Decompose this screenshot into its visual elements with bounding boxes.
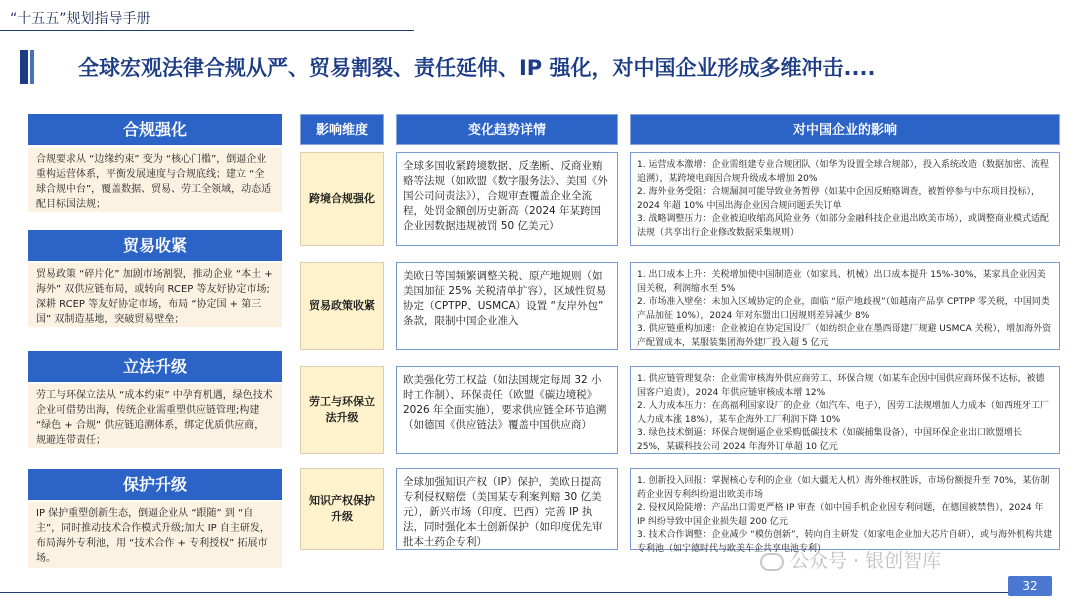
- impact-item: 3. 供应链重构加速：企业被迫在协定国设厂（如纺织企业在墨西哥建厂规避 USMCA 关税），增加海外资产配置成本，某服装集团海外建厂投入超 5 亿元: [637, 324, 1052, 348]
- header-trend: 变化趋势详情: [396, 114, 618, 145]
- left-card-body-legislation: 劳工与环保立法从 “成本约束” 中孕育机遇，绿色技术企业可借势出海，传统企业需重塑供应链管理;构建 “绿色 + 合规” 供应链追溯体系，绑定优质供应商，规避连带责任；: [28, 384, 282, 448]
- impact-cell-labor-env: [630, 366, 1060, 454]
- impact-cell-ip: [630, 468, 1060, 554]
- left-card-title-trade: 贸易收紧: [28, 230, 282, 261]
- dimension-label: 跨境合规强化: [309, 192, 375, 205]
- page-number: 32: [1008, 576, 1052, 596]
- impact-item: 1. 供应链管理复杂：企业需审核海外供应商劳工、环保合规（如某车企因中国供应商环保不达标，被德国客户追责），2024 年供应链审核成本增 12%: [637, 374, 1045, 398]
- dimension-label: 知识产权保护升级: [309, 494, 375, 523]
- trend-cell-ip: 全球加强知识产权（IP）保护，美欧日提高专利侵权赔偿（美国某专利案判赔 30 亿美元），新兴市场（印度、巴西）完善 IP 执法，同时强化本土创新保护（如印度优先审批本土药企专利）: [396, 468, 618, 550]
- dimension-cell-trade-policy: [300, 262, 384, 350]
- impact-item: 3. 技术合作调整：企业减少 “模仿创新”，转向自主研发（如家电企业加大芯片自研），或与海外机构共建专利池（如宁德时代与欧美车企共享电池专利）: [637, 530, 1053, 554]
- left-card-body-protection: IP 保护重塑创新生态，倒逼企业从 “跟随” 到 “自主”，同时推动技术合作模式升级;加大 IP 自主研发，布局海外专利池，用 “技术合作 + 专利授权” 拓展市场。: [28, 502, 282, 568]
- header-impact: 对中国企业的影响: [630, 114, 1060, 145]
- impact-cell-trade-policy: [630, 262, 1060, 350]
- impact-item: 2. 海外业务受阻：合规漏洞可能导致业务暂停（如某中企因反贿赂调查，被暂停参与中东项目投标），2024 年超 10% 中国出海企业因合规问题丢失订单: [637, 187, 1040, 211]
- left-card-title-compliance: 合规强化: [28, 114, 282, 145]
- impact-item: 1. 运营成本激增：企业需组建专业合规团队（如华为设置全球合规部），投入系统改造（数据加密、流程追溯），某跨境电商因合规升级成本增加 20%: [637, 160, 1049, 184]
- impact-item: 1. 出口成本上升：关税增加使中国制造业（如家具、机械）出口成本提升 15%-30%，某家具企业因美国关税，利润缩水至 5%: [637, 270, 1046, 294]
- dimension-label: 贸易政策收紧: [309, 299, 375, 312]
- trend-cell-trade-policy: 美欧日等国频繁调整关税、原产地规则（如美国加征 25% 关税清单扩容），区域性贸易协定（CPTPP、USMCA）设置 “友岸外包” 条款，限制中国企业准入: [396, 262, 618, 350]
- left-card-body-compliance: 合规要求从 “边缘约束” 变为 “核心门槛”，倒逼企业重构运营体系，平衡发展速度与合规底线；建立 “全球合规中台”，覆盖数据、贸易、劳工全领域，动态适配目标国法规；: [28, 148, 282, 212]
- document-title: “十五五”规划指导手册: [10, 11, 151, 27]
- dimension-cell-cross-border: [300, 152, 384, 246]
- impact-item: 2. 人力成本压力：在高福利国家设厂的企业（如汽车、电子），因劳工法规增加人力成本（如西班牙工厂人力成本涨 18%），某车企海外工厂利润下降 10%: [637, 401, 1049, 425]
- dimension-cell-labor-env: [300, 366, 384, 454]
- left-card-title-protection: 保护升级: [28, 469, 282, 500]
- watermark: [760, 546, 941, 573]
- bottom-divider: [0, 592, 1008, 593]
- impact-cell-cross-border: [630, 152, 1060, 246]
- impact-item: 3. 战略调整压力：企业被迫收缩高风险业务（如部分金融科技企业退出欧美市场），或调整商业模式适配法规（共享出行企业修改数据采集规则）: [637, 214, 1049, 238]
- dimension-label: 劳工与环保立法升级: [309, 395, 375, 424]
- impact-item: 3. 绿色技术倒逼：环保合规倒逼企业采购低碳技术（如碳捕集设备），中国环保企业出口欧盟增长 25%，某碳科技公司 2024 年海外订单超 10 亿元: [637, 428, 1022, 452]
- impact-item: 1. 创新投入回报：掌握核心专利的企业（如大疆无人机）海外维权胜诉，市场份额提升至 70%，某仿制药企业因专利纠纷退出欧美市场: [637, 476, 1050, 500]
- page-heading: 全球宏观法律合规从严、贸易割裂、责任延伸、IP 强化，对中国企业形成多维冲击....: [78, 56, 876, 80]
- impact-item: 2. 侵权风险陡增：产品出口需更严格 IP 审查（如中国手机企业因专利问题，在德国被禁售），2024 年 IP 纠纷导致中国企业损失超 200 亿元: [637, 503, 1044, 527]
- header-dimension: 影响维度: [300, 114, 384, 145]
- left-card-title-legislation: 立法升级: [28, 351, 282, 382]
- trend-cell-cross-border: 全球多国收紧跨境数据、反垄断、反商业贿赂等法规（如欧盟《数字服务法》、美国《外国公司问责法》），合规审查覆盖企业全流程，处罚金额创历史新高（2024 年某跨国企业因数据违规被罚 50 亿美元）: [396, 152, 618, 246]
- heading-accent-bar: [20, 50, 28, 84]
- dimension-cell-ip: [300, 468, 384, 550]
- top-divider: [0, 30, 414, 31]
- impact-item: 2. 市场准入壁垒：未加入区域协定的企业，面临 “原产地歧视”（如越南产品享 CPTPP 零关税，中国同类产品加征 10%），2024 年对东盟出口因规则差异减少 8%: [637, 297, 1050, 321]
- left-card-body-trade: 贸易政策 “碎片化” 加剧市场割裂，推动企业 “本土 + 海外” 双供应链布局，或转向 RCEP 等友好协定市场;深耕 RCEP 等友好协定市场，布局 “协定国 + 第三国” 双制造基地，突破贸易壁垒；: [28, 263, 282, 327]
- heading-accent-bar-secondary: [30, 50, 34, 84]
- wechat-icon: [760, 553, 784, 571]
- trend-cell-labor-env: 欧美强化劳工权益（如法国规定每周 32 小时工作制）、环保责任（欧盟《碳边境税》2026 年全面实施），要求供应链全环节追溯（如德国《供应链法》覆盖中国供应商）: [396, 366, 618, 454]
- watermark-text: 公众号 · 银创智库: [790, 550, 942, 572]
